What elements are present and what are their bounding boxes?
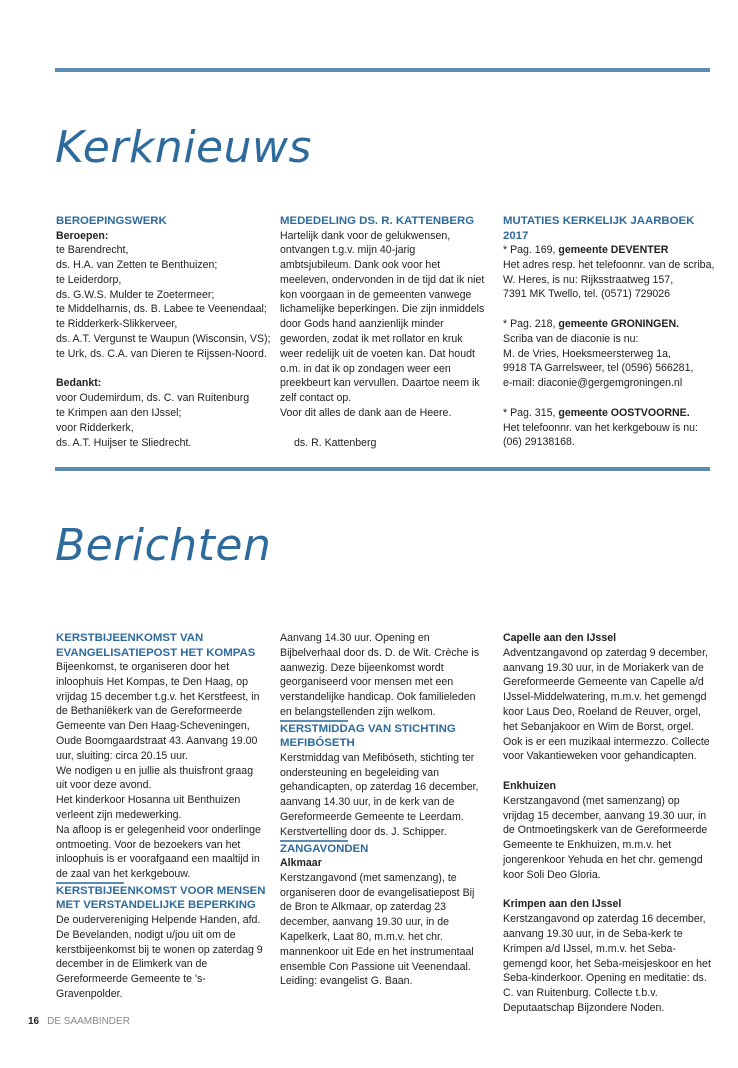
beroepingswerk-section <box>56 214 271 450</box>
bedankt-line: te Krimpen aan den IJssel; <box>56 407 182 420</box>
mededeling-body: Hartelijk dank voor de gelukwensen, ontvangen t.g.v. mijn 40-jarig ambtsjubileum. Dank ook voor het meeleven, ondervonden in de tijd dat ik niet kon voorgaan in de gemeenten vanwege lichamelijke beperkingen. Die zijn inmiddels door Gods hand aanzienlijk minder geworden, zodat ik met rollator en kruk weer redelijk uit de voeten kan. Dat houdt o.m. in dat ik op zondagen weer een preekbeurt kan vervullen. Daartoe neem ik zelf contact op. <box>280 229 485 405</box>
publication-name: DE SAAMBINDER <box>47 1016 130 1027</box>
mutatie-line: M. de Vries, Hoeksmeersterweg 1a, <box>503 347 671 360</box>
beroepen-line: ds. A.T. Vergunst te Waupun (Wisconsin, VS); <box>56 333 271 346</box>
beroepen-line: ds. H.A. van Zetten te Benthuizen; <box>56 259 218 272</box>
beroepen-label: Beroepen: <box>56 229 109 242</box>
section-rule <box>55 467 710 471</box>
berichten-column-2 <box>280 631 488 989</box>
page-footer <box>28 1016 130 1027</box>
kerstmiddag-heading: KERSTMIDDAG VAN STICHTING MEFIBÓSETH <box>280 722 456 750</box>
page-number: 16 <box>28 1016 40 1027</box>
beroepen-line: te Leiderdorp, <box>56 273 122 286</box>
mutatie-line: (06) 29138168. <box>503 436 575 449</box>
beperking-body: De oudervereniging Helpende Handen, afd. De Bevelanden, nodigt u/jou uit om de kerstbijeenkomst bij te wonen op zaterdag 9 december in de Elimkerk van de Gereformeerde Gemeente te 's-Gravenpolder. <box>56 913 263 1000</box>
bedankt-line: voor Oudemirdum, ds. C. van Ruitenburg <box>56 392 250 405</box>
zangavond-text: Kerstzangavond (met samenzang) op vrijdag 15 december, aanvang 19.30 uur, in de Ontmoetingskerk van de Gereformeerde Gemeente te Enkhuizen, m.m.v. het jongerenkoor Yehuda en het chr. gemengd koor Soli Deo Gloria. <box>503 794 708 881</box>
mutatie-line: Het telefoonnr. van het kerkgebouw is nu: <box>503 421 698 434</box>
mutatie-line: W. Heres, is nu: Rijksstraatweg 157, <box>503 273 674 286</box>
zangavond-place: Enkhuizen <box>503 779 556 792</box>
mutatie-gemeente: gemeente DEVENTER <box>558 244 669 256</box>
mededeling-heading: MEDEDELING DS. R. KATTENBERG <box>280 215 475 227</box>
beroepen-line: te Ridderkerk-Slikkerveer, <box>56 318 178 331</box>
beperking-heading: KERSTBIJEENKOMST VOOR MENSEN MET VERSTANDELIJKE BEPERKING <box>56 884 266 912</box>
beroepingswerk-heading: BEROEPINGSWERK <box>56 215 167 227</box>
beroepen-line: te Middelharnis, ds. B. Labee te Veenendaal; <box>56 303 267 316</box>
beperking-continued: Aanvang 14.30 uur. Opening en Bijbelverhaal door ds. D. de Wit. Crèche is aanwezig. Deze bijeenkomst wordt georganiseerd voor mensen met een verstandelijke handicap. Ook familieleden en belangstellenden zijn welkom. <box>280 632 480 718</box>
mutatie-line: e-mail: diaconie@gergemgroningen.nl <box>503 377 683 390</box>
mutatie-line: Scriba van de diaconie is nu: <box>503 332 639 345</box>
beroepen-line: te Barendrecht, <box>56 244 129 257</box>
mutatie-gemeente: gemeente GRONINGEN. <box>558 317 680 330</box>
mutatie-ref: * Pag. 169, <box>503 244 559 256</box>
mutatie-line: 7391 MK Twello, tel. (0571) 729026 <box>503 288 671 301</box>
zangavond-text: Kerstzangavond op zaterdag 16 december, aanvang 19.30 uur, in de Seba-kerk te Krimpen a/d IJssel, m.m.v. het Seba-gemengd koor, het Seba-meisjeskoor en het Seba-kinderkoor. Opening en meditatie: ds. C. van Ruitenburg. Collecte t.b.v. Deputaatschap Bijzondere Noden. <box>503 913 711 1014</box>
berichten-title: Berichten <box>55 520 272 571</box>
mededeling-signature: ds. R. Kattenberg <box>294 436 377 449</box>
kerknieuws-title: Kerknieuws <box>55 122 312 173</box>
bedankt-line: voor Ridderkerk, <box>56 421 134 434</box>
zangavond-place: Krimpen aan den IJssel <box>503 898 622 911</box>
berichten-column-3 <box>503 631 713 1016</box>
mutatie-line: 9918 TA Garrelsweer, tel (0596) 566281, <box>503 362 694 375</box>
kompas-paragraph: Na afloop is er gelegenheid voor onderlinge ontmoeting. Voor de bezoekers van het inloophuis is er voorafgaand een maaltijd in de zaal van het kerkgebouw. <box>56 823 261 881</box>
zangavond-place: Alkmaar <box>280 857 322 870</box>
top-rule <box>55 68 710 72</box>
zangavonden-heading: ZANGAVONDEN <box>280 842 369 855</box>
kompas-paragraph: We nodigen u en jullie als thuisfront graag uit voor deze avond. <box>56 764 254 792</box>
kompas-paragraph: Het kinderkoor Hosanna uit Benthuizen verleent zijn medewerking. <box>56 794 241 821</box>
kompas-body: Bijeenkomst, te organiseren door het inloophuis Het Kompas, te Den Haag, op vrijdag 15 december t.g.v. het Kerstfeest, in de Bethaniëkerk van de Gereformeerde Gemeente van Den Haag-Scheveningen, Oude Boomgaardstraat 43. Aanvang 19.00 uur, sluiting: circa 20.15 uur. <box>56 661 260 762</box>
beroepen-line: te Urk, ds. C.A. van Dieren te Rijssen-Noord. <box>56 347 267 360</box>
mutatie-item <box>503 406 718 450</box>
mutatie-item <box>503 243 718 302</box>
zangavond-text: Kerstzangavond (met samenzang), te organiseren door de evangelisatiepost Bij de Bron te Alkmaar, op zaterdag 23 december, aanvang 19.30 uur, in de Kapelkerk, Laat 80, m.m.v. het chr. mannenkoor uit Ede en het instrumentaal ensemble Con Passione uit Veenendaal. Leiding: evangelist G. Baan. <box>280 871 475 988</box>
mutaties-section <box>503 214 718 450</box>
mededeling-section <box>280 214 488 450</box>
kompas-heading: KERSTBIJEENKOMST VAN EVANGELISATIEPOST HET KOMPAS <box>56 632 256 659</box>
beroepen-line: ds. G.W.S. Mulder te Zoetermeer; <box>56 288 215 301</box>
mutatie-item <box>503 317 718 391</box>
mutaties-heading: MUTATIES KERKELIJK JAARBOEK 2017 <box>503 215 695 242</box>
mededeling-closing: Voor dit alles de dank aan de Heere. <box>280 407 452 420</box>
mutatie-ref: * Pag. 315, <box>503 406 559 419</box>
zangavond-place: Capelle aan den IJssel <box>503 632 617 644</box>
mutatie-line: Het adres resp. het telefoonnr. van de scriba, <box>503 258 715 271</box>
bedankt-line: ds. A.T. Huijser te Sliedrecht. <box>56 436 192 449</box>
mutatie-ref: * Pag. 218, <box>503 317 559 330</box>
berichten-column-1 <box>56 631 266 1002</box>
zangavond-text: Adventzangavond op zaterdag 9 december, aanvang 19.30 uur, in de Moriakerk van de Gereformeerde Gemeente van Capelle a/d IJssel-Middelwatering, m.m.v. het gemengd koor Laus Deo, Roeland de Reuver, orgel, het Sebanjakoor en Wim de Borst, orgel. Ook is er een muzikaal intermezzo. Collecte voor Vakantieweken voor gehandicapten. <box>503 646 710 763</box>
mutatie-gemeente: gemeente OOSTVOORNE. <box>558 406 690 419</box>
kerstmiddag-body: Kerstmiddag van Mefibóseth, stichting ter ondersteuning en begeleiding van gehandicapten, op zaterdag 16 december, aanvang 14.30 uur, in de kerk van de Gereformeerde Gemeente te Leerdam. Kerstvertelling door ds. J. Schipper. <box>280 751 479 838</box>
bedankt-label: Bedankt: <box>56 377 102 390</box>
